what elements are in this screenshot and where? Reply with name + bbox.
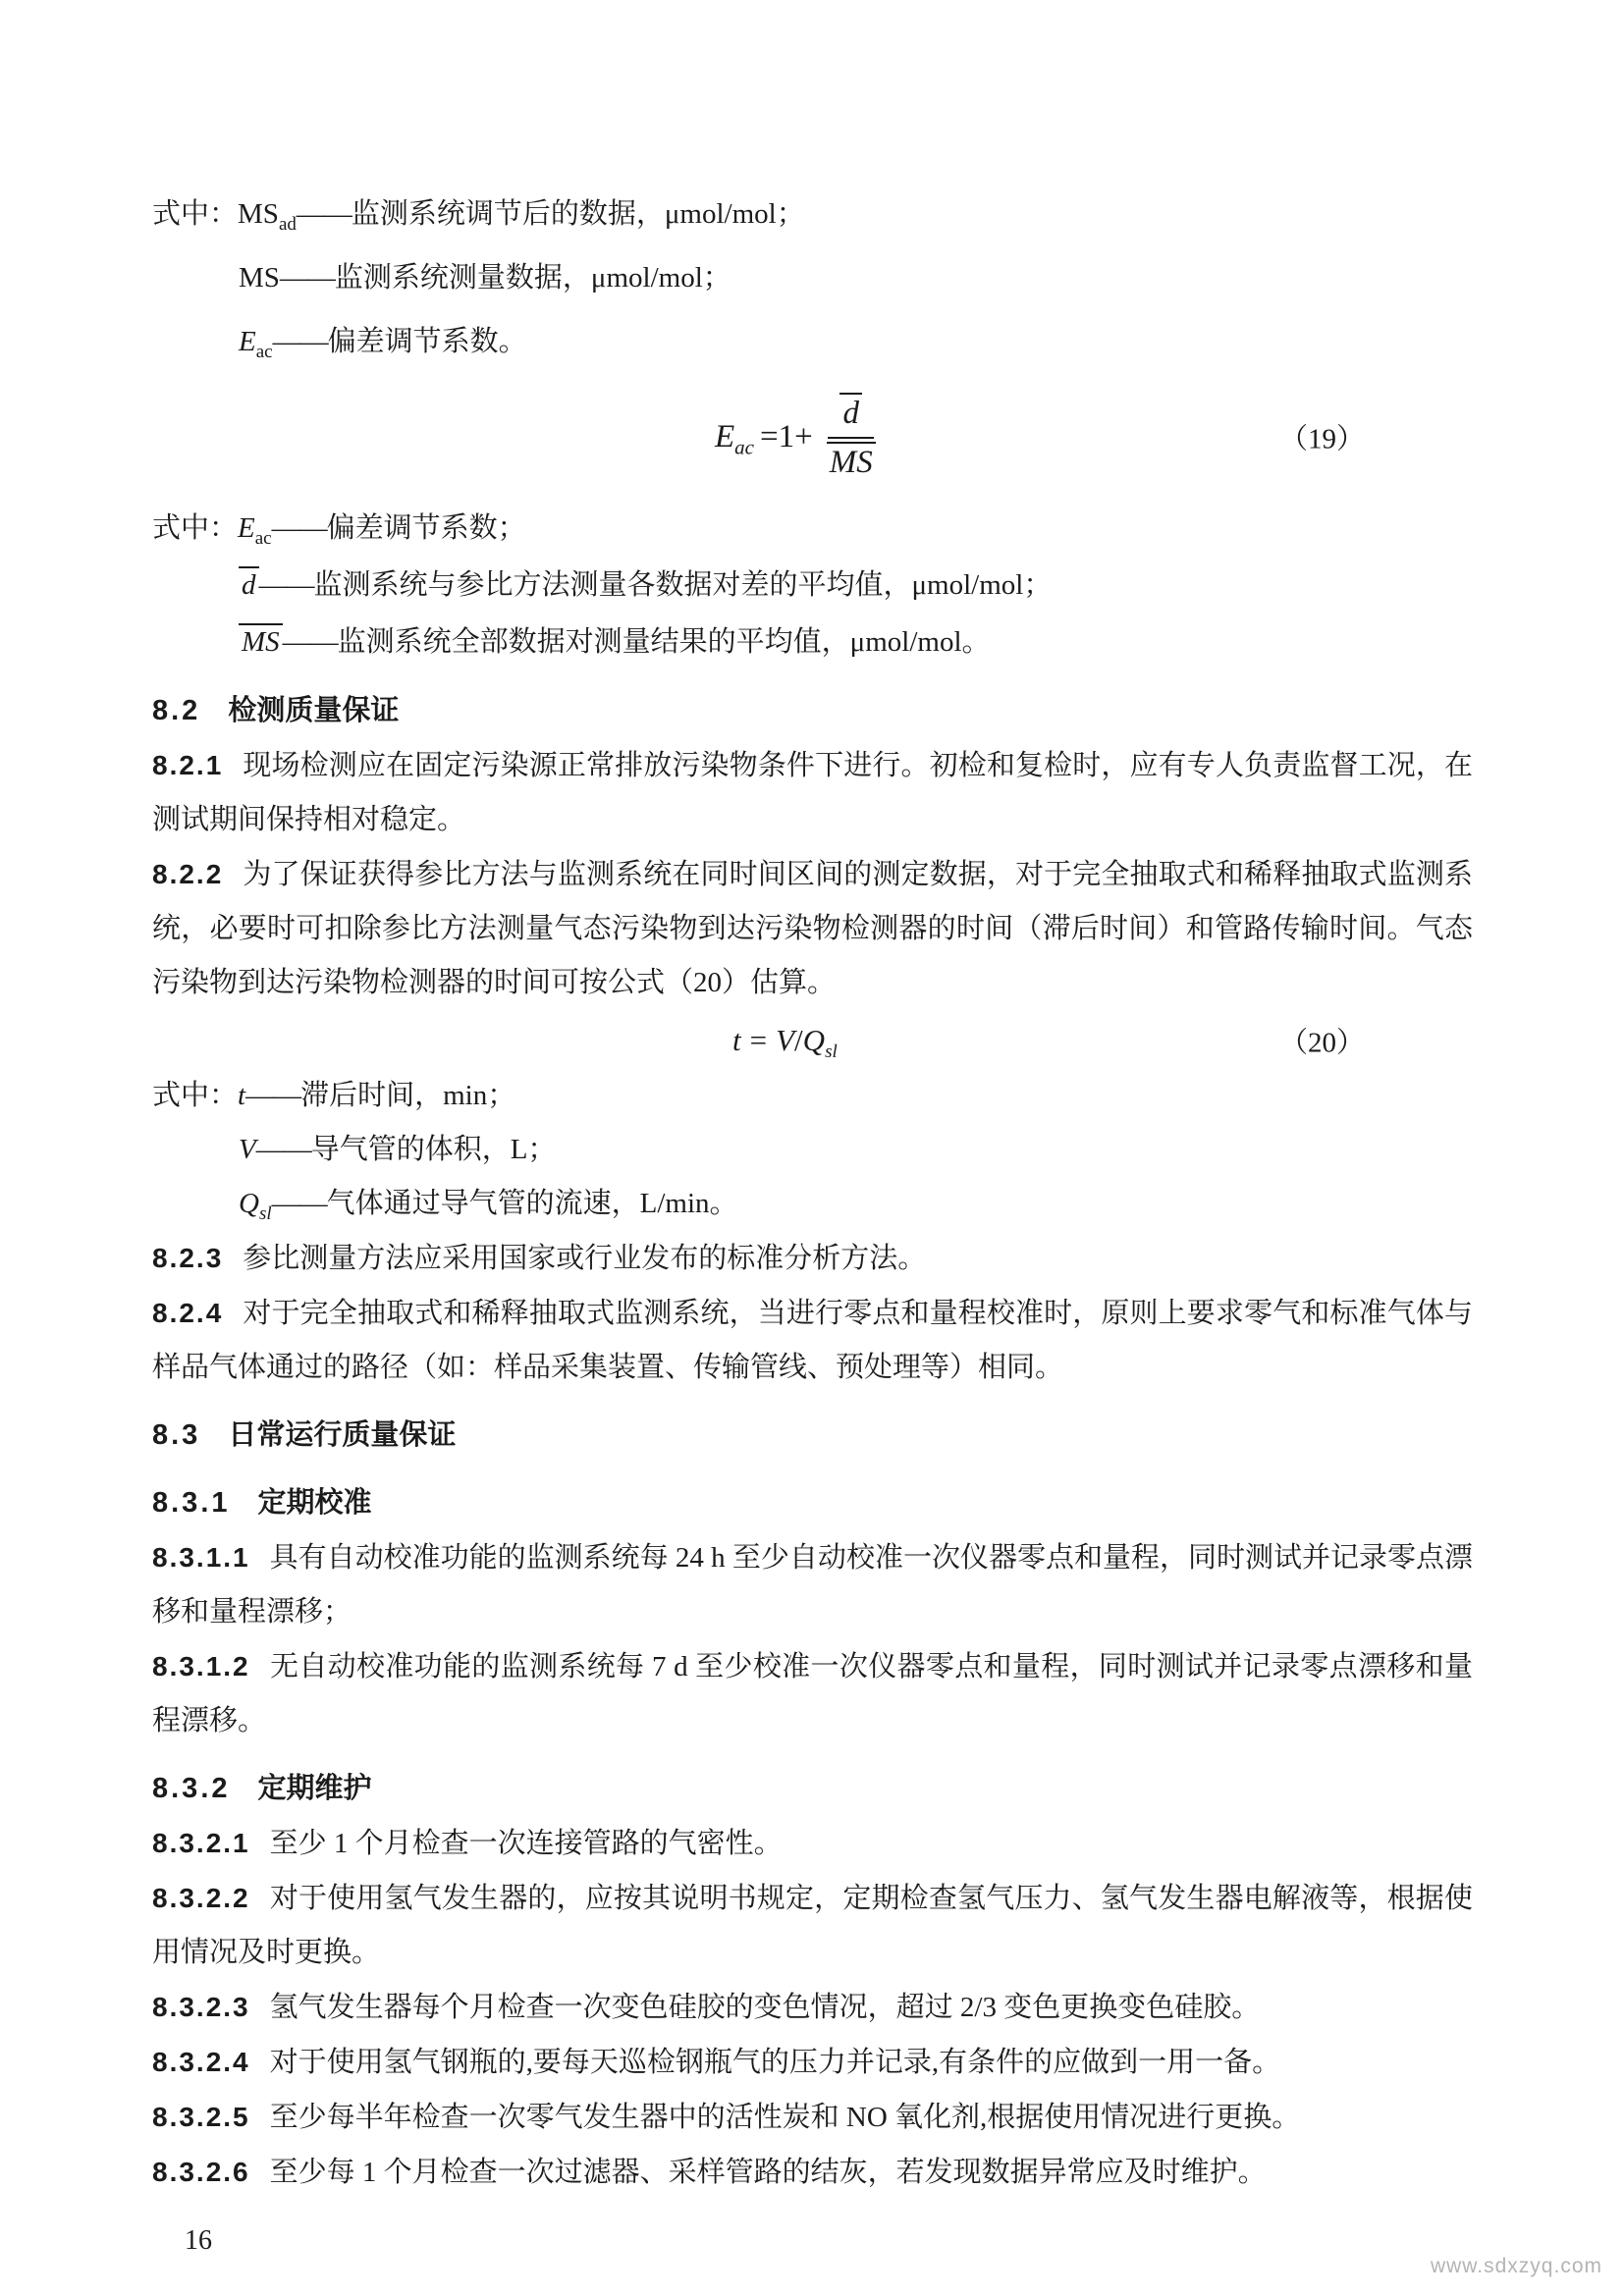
term-subscript: ac (254, 527, 272, 549)
dash: —— (245, 1080, 301, 1111)
term-ms (239, 262, 280, 294)
definition-line-t (152, 1069, 1473, 1123)
paragraph-number: 8.2.2 (152, 859, 224, 889)
definition-line-eac (152, 310, 1473, 374)
paragraph-number: 8.3.2.1 (152, 1828, 250, 1858)
heading-number: 8.2 (152, 695, 201, 726)
paragraph-8-3-2-1 (152, 1816, 1473, 1871)
definition-line-msad (152, 183, 1473, 246)
formula-subscript-ac: ac (734, 435, 754, 459)
term-base: Q (239, 1188, 259, 1219)
paragraph-text: 至少 1 个月检查一次连接管路的气密性。 (269, 1828, 783, 1859)
definition-line-eac2 (152, 500, 1473, 557)
paragraph-8-3-2-5 (152, 2090, 1473, 2145)
paragraph-number: 8.3.1.1 (152, 1542, 250, 1573)
fraction-denominator (827, 439, 876, 482)
definition-line-qsl (152, 1177, 1473, 1231)
paragraph-8-2-4 (152, 1286, 1473, 1395)
dash: —— (258, 569, 314, 601)
equation-number-20: （20） (1278, 1027, 1365, 1059)
watermark: www.sdxzyq.com (1430, 2255, 1602, 2277)
definition-text: 气体通过导气管的流速，L/min。 (326, 1188, 738, 1219)
term-t: t (238, 1080, 246, 1111)
dash: —— (279, 262, 335, 294)
paragraph-text: 具有自动校准功能的监测系统每 24 h 至少自动校准一次仪器零点和量程，同时测试并记录零点漂移和量程漂移； (152, 1542, 1473, 1628)
paragraph-number: 8.2.1 (152, 750, 224, 780)
formula20-where-block (152, 1069, 1473, 1231)
definition-line-v (152, 1123, 1473, 1177)
term-d-bar: d (239, 566, 259, 602)
paragraph-8-3-2-4 (152, 2035, 1473, 2090)
paragraph-number: 8.3.2.4 (152, 2047, 250, 2077)
where-label: 式中： (152, 198, 239, 230)
heading-title: 定期维护 (257, 1773, 372, 1804)
definition-line-msbar (152, 614, 1473, 670)
section-heading-8-3-2 (152, 1762, 1473, 1816)
paragraph-number: 8.3.1.2 (152, 1651, 250, 1682)
paragraph-number: 8.3.2.3 (152, 1992, 250, 2022)
paragraph-number: 8.2.4 (152, 1298, 224, 1328)
formula19-symbols-block (152, 500, 1473, 670)
definition-text: 导气管的体积，L； (310, 1134, 557, 1165)
formula-variable-V: V (776, 1023, 795, 1057)
fraction (827, 393, 876, 482)
paragraph-number: 8.2.3 (152, 1243, 224, 1273)
definition-text: 偏差调节系数。 (327, 326, 527, 357)
paragraph-text: 对于完全抽取式和稀释抽取式监测系统，当进行零点和量程校准时，原则上要求零气和标准气体与样品气体通过的路径（如：样品采集装置、传输管线、预处理等）相同。 (152, 1298, 1473, 1383)
heading-number: 8.3 (152, 1419, 201, 1451)
paragraph-8-2-2 (152, 847, 1473, 1010)
where-label: 式中： (152, 512, 239, 544)
paragraph-text: 对于使用氢气发生器的，应按其说明书规定，定期检查氢气压力、氢气发生器电解液等，根据使用情况及时更换。 (152, 1883, 1473, 1968)
page-content (152, 183, 1473, 2257)
definition-text: 滞后时间，min； (300, 1080, 516, 1111)
formula-slash: / (794, 1023, 803, 1057)
section-heading-8-3 (152, 1409, 1473, 1463)
paragraph-8-2-3 (152, 1231, 1473, 1286)
paragraph-number: 8.3.2.6 (152, 2157, 250, 2187)
term-ms-bar: MS (239, 623, 283, 659)
heading-title: 检测质量保证 (228, 695, 400, 726)
dash: —— (296, 198, 352, 230)
fraction-numerator (828, 393, 874, 439)
paragraph-number: 8.3.2.2 (152, 1883, 250, 1913)
section-heading-8-3-1 (152, 1476, 1473, 1530)
term-base: E (238, 512, 255, 544)
dash: —— (255, 1134, 311, 1165)
term-eac (239, 326, 273, 362)
paragraph-8-3-1-1 (152, 1530, 1473, 1639)
definition-line-dbar (152, 557, 1473, 614)
paragraph-text: 对于使用氢气钢瓶的,要每天巡检钢瓶气的压力并记录,有条件的应做到一用一备。 (269, 2047, 1281, 2078)
ms-bar: MS (827, 442, 876, 482)
formula-20-expression (732, 1023, 838, 1063)
formula-relation: =1+ (760, 418, 813, 454)
section-heading-8-2 (152, 684, 1473, 738)
formula-relation: = (749, 1023, 768, 1057)
paragraph-8-3-1-2 (152, 1639, 1473, 1748)
definition-text: 监测系统与参比方法测量各数据对差的平均值，μmol/mol； (313, 569, 1053, 601)
dash: —— (271, 1188, 327, 1219)
formula-19 (152, 374, 1473, 500)
term-subscript: sl (258, 1202, 272, 1224)
term-msad (238, 198, 297, 235)
formula-variable-E: E (715, 418, 735, 454)
formula-variable-t: t (732, 1023, 741, 1057)
d-bar: d (839, 393, 862, 433)
formula-variable-Q: Q (802, 1023, 826, 1057)
heading-title: 日常运行质量保证 (228, 1419, 457, 1451)
paragraph-text: 为了保证获得参比方法与监测系统在同时间区间的测定数据，对于完全抽取式和稀释抽取式监测系统，必要时可扣除参比方法测量气态污染物到达污染物检测器的时间（滞后时间）和管路传输时间。气态污染物到达污染物检测器的时间可按公式（20）估算。 (152, 859, 1473, 998)
equation-number-19: （19） (1278, 423, 1365, 455)
paragraph-text: 至少每半年检查一次零气发生器中的活性炭和 NO 氧化剂,根据使用情况进行更换。 (269, 2102, 1301, 2133)
definition-text: 监测系统调节后的数据，μmol/mol； (351, 198, 805, 230)
dash: —— (271, 512, 327, 544)
term-base: MS (239, 262, 280, 294)
heading-number: 8.3.1 (152, 1487, 231, 1519)
definition-text: 监测系统测量数据，μmol/mol； (334, 262, 731, 294)
term-subscript: ad (278, 213, 297, 235)
paragraph-text: 参比测量方法应采用国家或行业发布的标准分析方法。 (243, 1243, 927, 1274)
heading-number: 8.3.2 (152, 1773, 231, 1804)
formula-20 (152, 1012, 1473, 1069)
formula-subscript-sl: sl (825, 1041, 838, 1063)
definition-line-ms (152, 246, 1473, 310)
paragraph-text: 氢气发生器每个月检查一次变色硅胶的变色情况，超过 2/3 变色更换变色硅胶。 (269, 1992, 1261, 2023)
paragraph-8-3-2-6 (152, 2145, 1473, 2200)
term-v: V (239, 1134, 256, 1165)
paragraph-8-3-2-2 (152, 1871, 1473, 1980)
formula19-where-block (152, 183, 1473, 374)
where-label: 式中： (152, 1080, 239, 1111)
term-base: E (239, 326, 256, 357)
definition-text: 偏差调节系数； (326, 512, 526, 544)
paragraph-text: 无自动校准功能的监测系统每 7 d 至少校准一次仪器零点和量程，同时测试并记录零点漂移和量程漂移。 (152, 1651, 1473, 1736)
paragraph-text: 至少每 1 个月检查一次过滤器、采样管路的结灰，若发现数据异常应及时维护。 (269, 2157, 1267, 2188)
definition-text: 监测系统全部数据对测量结果的平均值，μmol/mol。 (337, 626, 991, 658)
heading-title: 定期校准 (257, 1487, 372, 1519)
term-base: MS (238, 198, 279, 230)
paragraph-number: 8.3.2.5 (152, 2102, 250, 2132)
term-subscript: ac (255, 341, 273, 362)
paragraph-text: 现场检测应在固定污染源正常排放污染物条件下进行。初检和复检时，应有专人负责监督工况，在测试期间保持相对稳定。 (152, 750, 1473, 835)
dash: —— (282, 626, 338, 658)
term-eac (238, 512, 272, 549)
term-qsl (239, 1188, 272, 1224)
formula-19-expression (715, 418, 823, 459)
page-number: 16 (185, 2225, 212, 2256)
dash: —— (272, 326, 328, 357)
paragraph-8-3-2-3 (152, 1980, 1473, 2035)
paragraph-8-2-1 (152, 738, 1473, 847)
